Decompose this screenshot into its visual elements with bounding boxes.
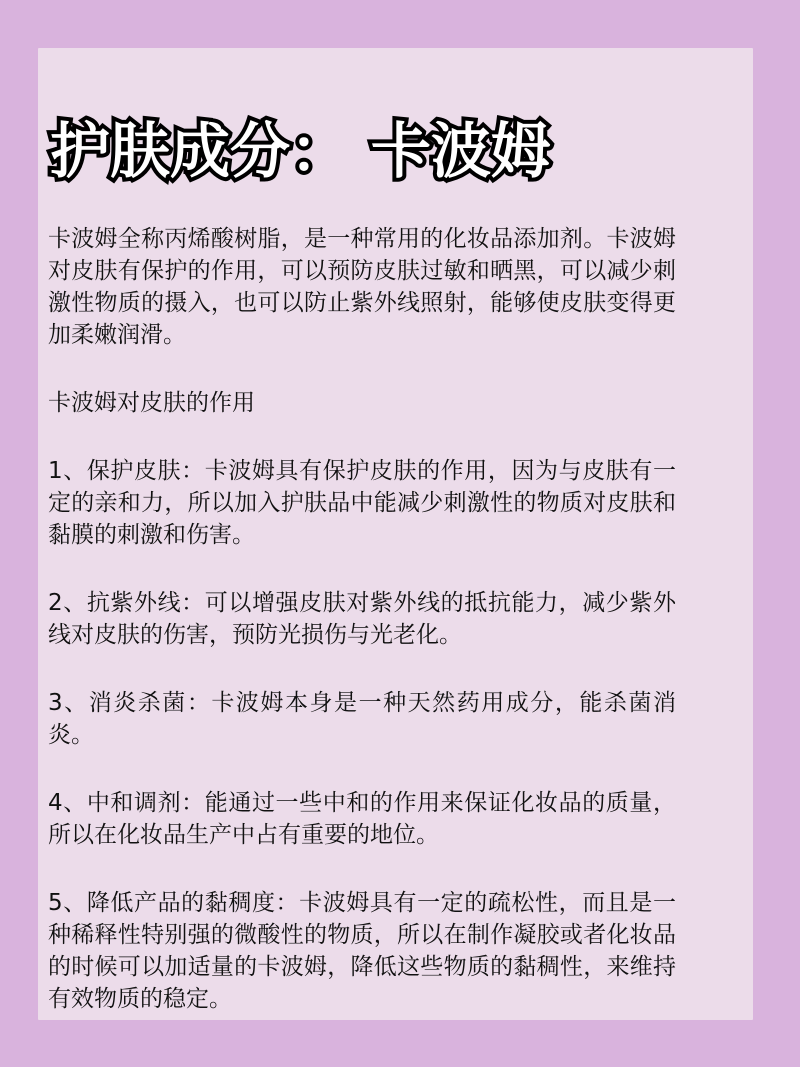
list-item: 4、中和调剂：能通过一些中和的作用来保证化妆品的质量，所以在化妆品生产中占有重要的地位。	[48, 790, 676, 848]
list-item: 5、降低产品的黏稠度：卡波姆具有一定的疏松性，而且是一种稀释性特别强的微酸性的物质，所以在制作凝胶或者化妆品的时候可以加适量的卡波姆，降低这些物质的黏稠性，来维持有效物质的稳定。	[48, 890, 676, 1012]
page-title: 护肤成分： 卡波姆	[50, 117, 551, 187]
list-item: 1、保护皮肤：卡波姆具有保护皮肤的作用，因为与皮肤有一定的亲和力，所以加入护肤品中能减少刺激性的物质对皮肤和黏膜的刺激和伤害。	[48, 458, 676, 548]
article-body	[48, 223, 676, 1051]
list-item: 2、抗紫外线：可以增强皮肤对紫外线的抵抗能力，减少紫外线对皮肤的伤害，预防光损伤与光老化。	[48, 590, 676, 648]
list-item: 3、消炎杀菌：卡波姆本身是一种天然药用成分，能杀菌消炎。	[48, 690, 676, 748]
intro-paragraph: 卡波姆全称丙烯酸树脂，是一种常用的化妆品添加剂。卡波姆对皮肤有保护的作用，可以预防皮肤过敏和晒黑，可以减少刺激性物质的摄入，也可以防止紫外线照射，能够使皮肤变得更加柔嫩润滑。	[48, 226, 676, 348]
section-heading: 卡波姆对皮肤的作用	[48, 390, 255, 416]
